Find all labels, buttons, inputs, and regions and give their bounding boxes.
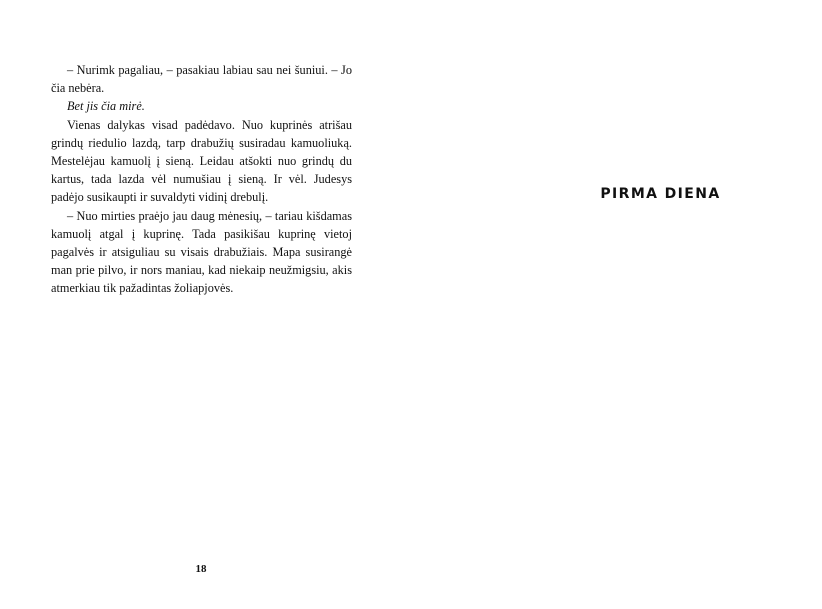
- paragraph-italic: Bet jis čia mirė.: [67, 99, 145, 114]
- paragraph: Vienas dalykas visad padėdavo. Nuo kuprinės atrišau grindų riedulio lazdą, tarp drabužių susiradau kamuoliuką. Mestelėjau kamuolį į sieną. Leidau atšokti nuo grindų du kartus, tada lazda vėl numušiau į sieną. Ir vėl. Judesys padėjo susikaupti ir suvaldyti vidinį drebulį.: [51, 117, 352, 205]
- right-page: [411, 0, 822, 609]
- chapter-title: PIRMA DIENA: [600, 186, 721, 202]
- paragraph: – Nurimk pagaliau, – pasakiau labiau sau nei šuniui. – Jo čia nebėra.: [51, 63, 352, 96]
- body-text: [51, 61, 352, 298]
- page-number: 18: [195, 563, 207, 575]
- paragraph: – Nuo mirties praėjo jau daug mėnesių, – tariau kišdamas kamuolį atgal į kuprinę. Tada pasikišau kuprinę vietoj pagalvės ir atsiguliau su visais drabužiais. Mapa susirangė man prie pilvo, ir nors maniau, kad niekaip neužmigsiu, akis atmerkiau tik pažadintas žoliapjovės.: [51, 208, 352, 296]
